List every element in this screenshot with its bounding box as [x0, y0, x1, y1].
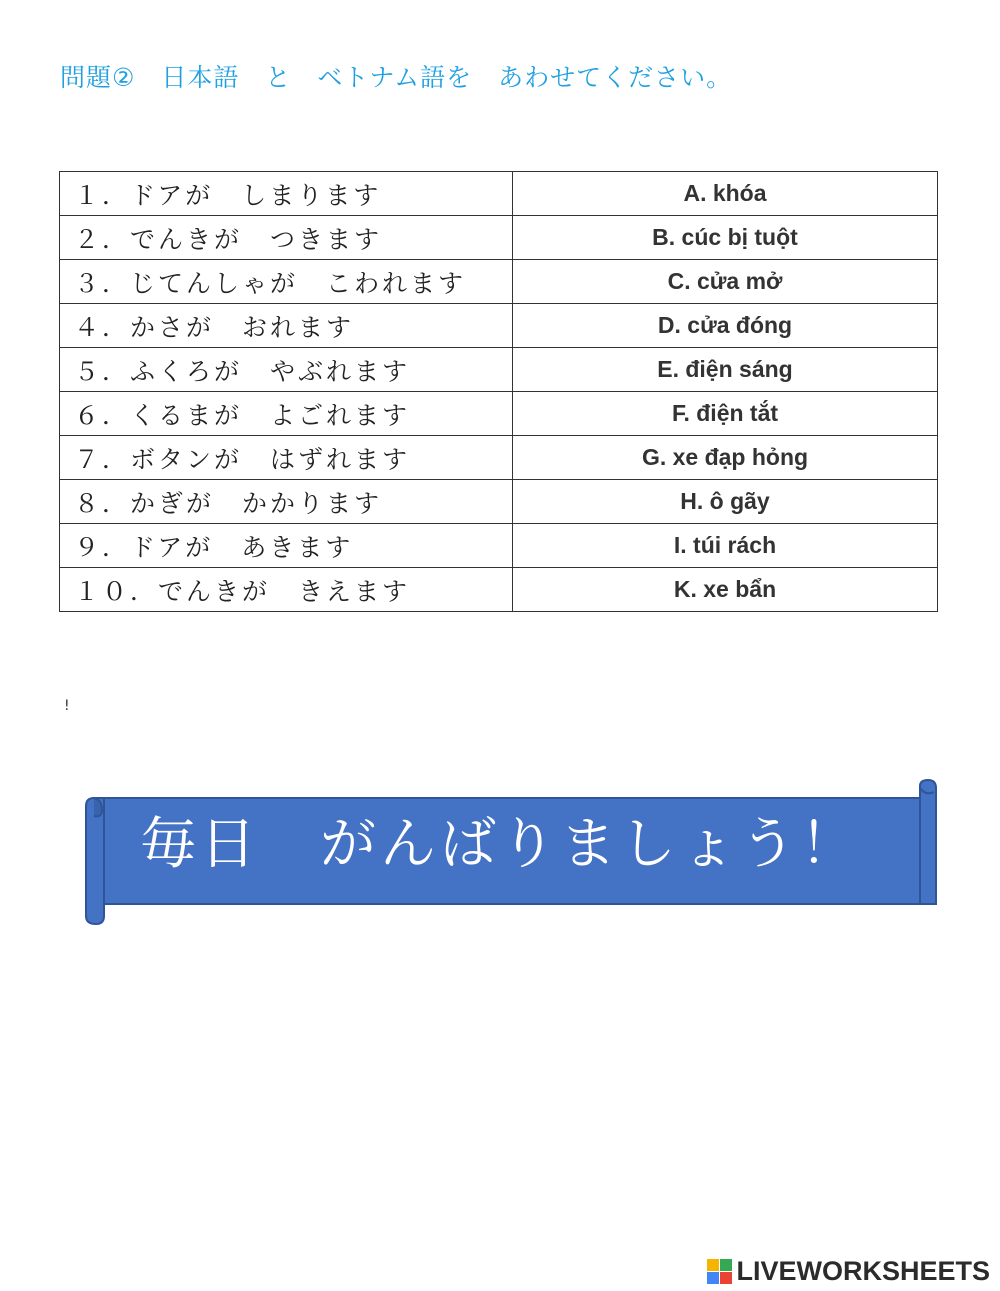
table-row	[60, 480, 938, 524]
matching-table	[59, 171, 938, 612]
vietnamese-meaning: E. điện sáng	[513, 348, 938, 392]
table-row	[60, 260, 938, 304]
japanese-phrase: １．ドアが しまります	[60, 172, 513, 216]
table-row	[60, 304, 938, 348]
japanese-phrase: ８．かぎが かかります	[60, 480, 513, 524]
japanese-phrase: ４．かさが おれます	[60, 304, 513, 348]
vietnamese-meaning: F. điện tắt	[513, 392, 938, 436]
vietnamese-meaning: C. cửa mở	[513, 260, 938, 304]
table-row	[60, 348, 938, 392]
logo-mark-icon	[707, 1259, 732, 1284]
logo-text: LIVEWORKSHEETS	[736, 1255, 990, 1286]
japanese-phrase: １０．でんきが きえます	[60, 568, 513, 612]
japanese-phrase: ７．ボタンが はずれます	[60, 436, 513, 480]
banner-text: 毎日 がんばりましょう！	[140, 812, 860, 877]
vietnamese-meaning: I. túi rách	[513, 524, 938, 568]
vietnamese-meaning: K. xe bẩn	[513, 568, 938, 612]
vietnamese-meaning: H. ô gãy	[513, 480, 938, 524]
stray-mark: !	[64, 698, 70, 714]
japanese-phrase: ６．くるまが よごれます	[60, 392, 513, 436]
japanese-phrase: ５．ふくろが やぶれます	[60, 348, 513, 392]
exercise-title: 問題② 日本語 と ベトナム語を あわせてください。	[60, 63, 733, 92]
table-row	[60, 524, 938, 568]
table-row	[60, 436, 938, 480]
japanese-phrase: ９．ドアが あきます	[60, 524, 513, 568]
vietnamese-meaning: B. cúc bị tuột	[513, 216, 938, 260]
vietnamese-meaning: D. cửa đóng	[513, 304, 938, 348]
table-row	[60, 392, 938, 436]
liveworksheets-logo	[707, 1254, 990, 1288]
vietnamese-meaning: G. xe đạp hỏng	[513, 436, 938, 480]
japanese-phrase: ２．でんきが つきます	[60, 216, 513, 260]
table-row	[60, 172, 938, 216]
japanese-phrase: ３．じてんしゃが こわれます	[60, 260, 513, 304]
table-row	[60, 568, 938, 612]
table-row	[60, 216, 938, 260]
vietnamese-meaning: A. khóa	[513, 172, 938, 216]
